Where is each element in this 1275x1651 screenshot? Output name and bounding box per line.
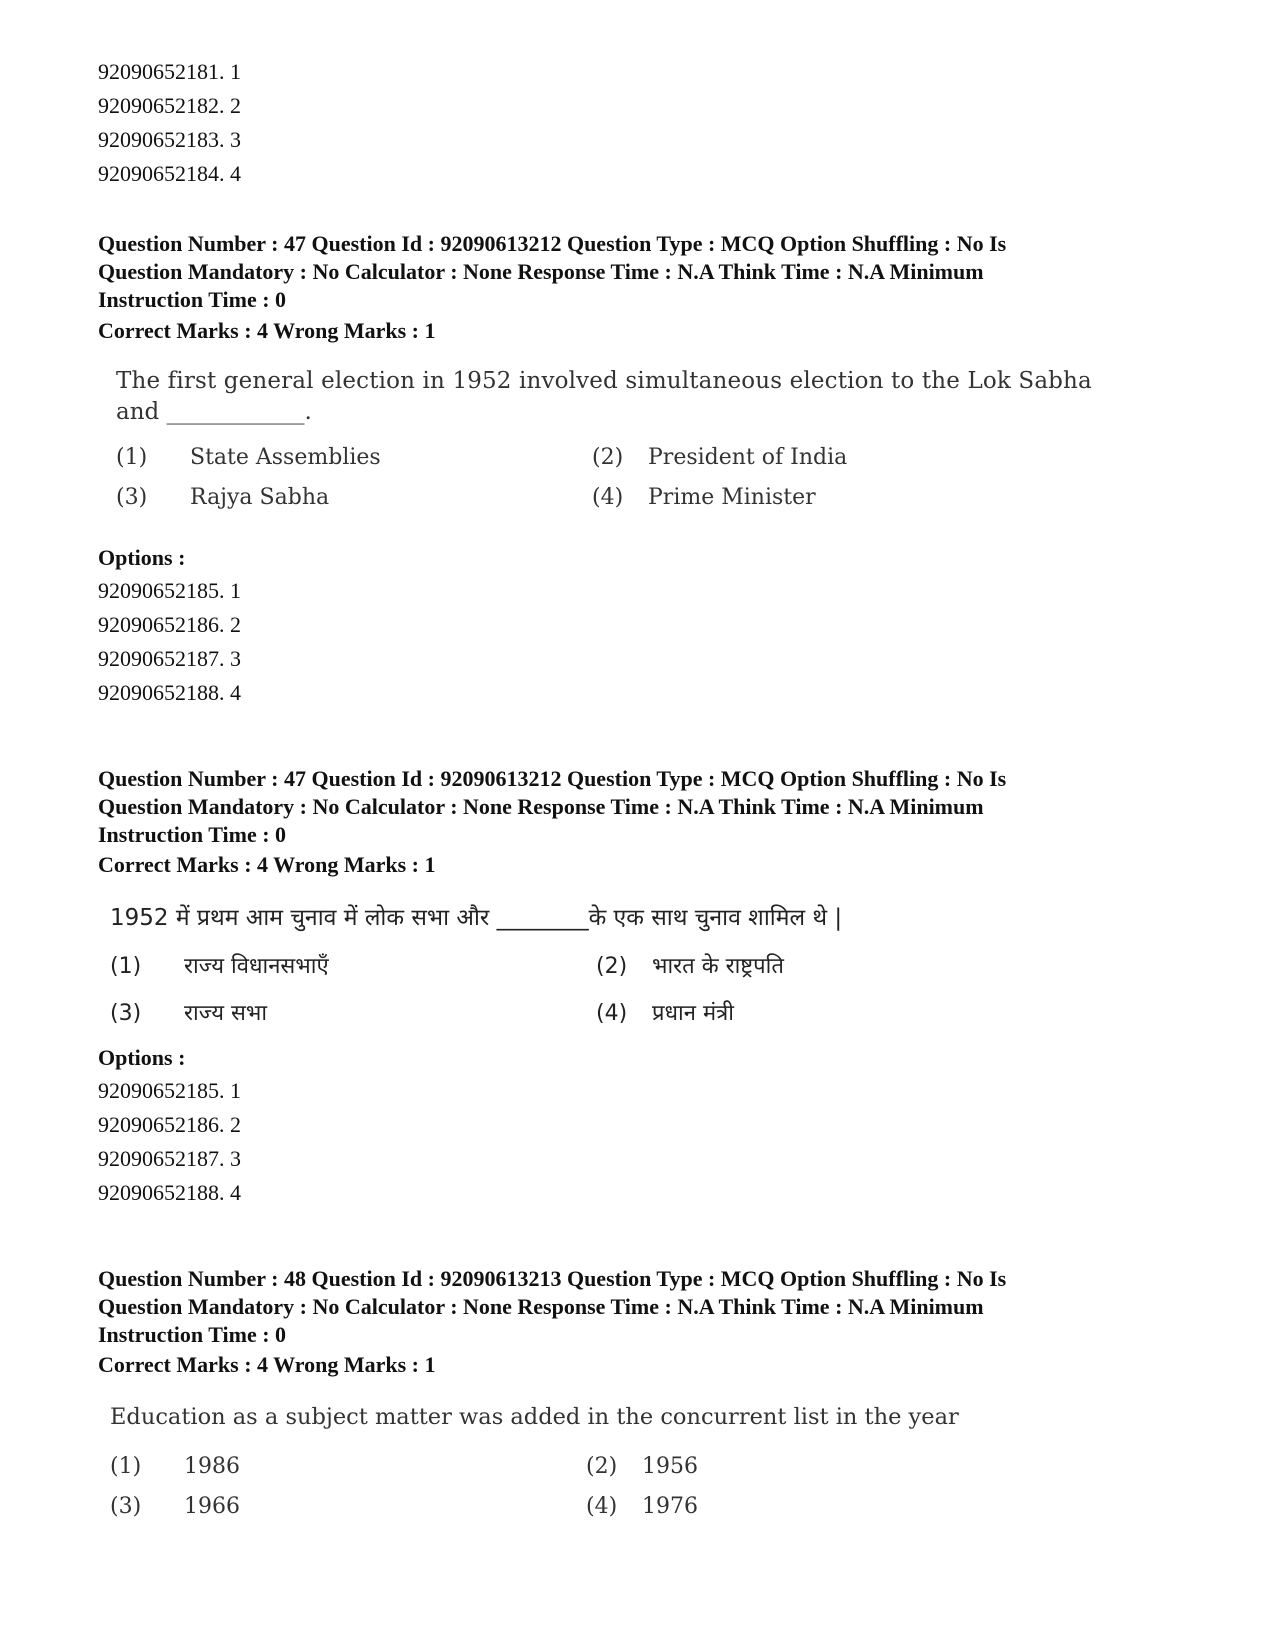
answer-choice [592, 485, 816, 510]
option-id: 92090652186. 2 [98, 1112, 241, 1137]
choice-label: राज्य विधानसभाएँ [184, 954, 329, 979]
answer-choices [110, 950, 910, 1040]
option-id: 92090652184. 4 [98, 161, 241, 186]
options-list [98, 1074, 241, 1210]
marks-line: Correct Marks : 4 Wrong Marks : 1 [98, 318, 436, 343]
choice-number: (2) [596, 954, 628, 979]
meta-line: Question Mandatory : No Calculator : None Response Time : N.A Think Time : N.A Minimum [98, 259, 984, 284]
question-text-line: 1952 में प्रथम आम चुनाव में लोक सभा और ________के एक साथ चुनाव शामिल थे | [110, 905, 843, 931]
question-text [110, 1404, 959, 1430]
answer-choice [110, 1494, 240, 1519]
option-id: 92090652182. 2 [98, 93, 241, 118]
choice-number: (3) [110, 1494, 142, 1519]
marks-line: Correct Marks : 4 Wrong Marks : 1 [98, 1352, 436, 1377]
choice-label: राज्य सभा [184, 1001, 268, 1026]
answer-choices [116, 445, 916, 535]
meta-line: Instruction Time : 0 [98, 287, 287, 312]
option-id: 92090652188. 4 [98, 680, 241, 705]
answer-choice [116, 485, 329, 510]
option-id: 92090652188. 4 [98, 1180, 241, 1205]
choice-number: (4) [596, 1001, 628, 1026]
choice-label: भारत के राष्ट्रपति [652, 954, 784, 979]
choice-label: President of India [648, 445, 848, 470]
answer-choice [592, 445, 847, 470]
meta-line: Question Number : 47 Question Id : 92090613212 Question Type : MCQ Option Shuffling : No Is [98, 231, 1007, 256]
answer-choice [586, 1454, 698, 1479]
choice-label: 1976 [642, 1494, 698, 1519]
choice-number: (1) [110, 954, 142, 979]
options-label: Options : [98, 545, 186, 570]
question-text [116, 366, 1092, 428]
question-text-line: Education as a subject matter was added in the concurrent list in the year [110, 1404, 959, 1430]
option-id: 92090652183. 3 [98, 127, 241, 152]
question-meta [98, 230, 1198, 314]
question-text [110, 900, 842, 932]
marks-line: Correct Marks : 4 Wrong Marks : 1 [98, 852, 436, 877]
choice-label: State Assemblies [190, 445, 381, 470]
option-id: 92090652185. 1 [98, 1078, 241, 1103]
choice-number: (1) [116, 445, 148, 470]
question-meta [98, 1265, 1198, 1349]
option-id: 92090652187. 3 [98, 646, 241, 671]
choice-number: (3) [110, 1001, 142, 1026]
choice-label: 1986 [184, 1454, 240, 1479]
option-id: 92090652181. 1 [98, 59, 241, 84]
answer-choice [116, 445, 381, 470]
option-id: 92090652185. 1 [98, 578, 241, 603]
choice-label: Rajya Sabha [190, 485, 330, 510]
meta-line: Instruction Time : 0 [98, 1322, 287, 1347]
option-id: 92090652186. 2 [98, 612, 241, 637]
choice-number: (4) [592, 485, 624, 510]
answer-choice [596, 997, 734, 1027]
option-id: 92090652187. 3 [98, 1146, 241, 1171]
choice-label: 1966 [184, 1494, 240, 1519]
options-list [98, 574, 241, 710]
meta-line: Question Mandatory : No Calculator : None Response Time : N.A Think Time : N.A Minimum [98, 794, 984, 819]
choice-number: (2) [586, 1454, 618, 1479]
answer-choice [596, 950, 784, 980]
choice-label: प्रधान मंत्री [652, 1001, 734, 1026]
meta-line: Question Number : 47 Question Id : 92090613212 Question Type : MCQ Option Shuffling : No Is [98, 766, 1007, 791]
meta-line: Question Mandatory : No Calculator : None Response Time : N.A Think Time : N.A Minimum [98, 1294, 984, 1319]
question-text-line: and ____________. [116, 399, 312, 425]
options-label: Options : [98, 1045, 186, 1070]
answer-choices [110, 1454, 910, 1544]
answer-choice [110, 950, 329, 980]
choice-label: 1956 [642, 1454, 698, 1479]
meta-line: Instruction Time : 0 [98, 822, 287, 847]
choice-number: (4) [586, 1494, 618, 1519]
top-options-list [98, 55, 241, 191]
answer-choice [110, 997, 267, 1027]
answer-choice [586, 1494, 698, 1519]
choice-number: (1) [110, 1454, 142, 1479]
question-meta [98, 765, 1198, 849]
meta-line: Question Number : 48 Question Id : 92090613213 Question Type : MCQ Option Shuffling : No Is [98, 1266, 1007, 1291]
question-text-line: The first general election in 1952 involved simultaneous election to the Lok Sabha [116, 368, 1092, 394]
answer-choice [110, 1454, 240, 1479]
choice-number: (3) [116, 485, 148, 510]
choice-label: Prime Minister [648, 485, 816, 510]
choice-number: (2) [592, 445, 624, 470]
